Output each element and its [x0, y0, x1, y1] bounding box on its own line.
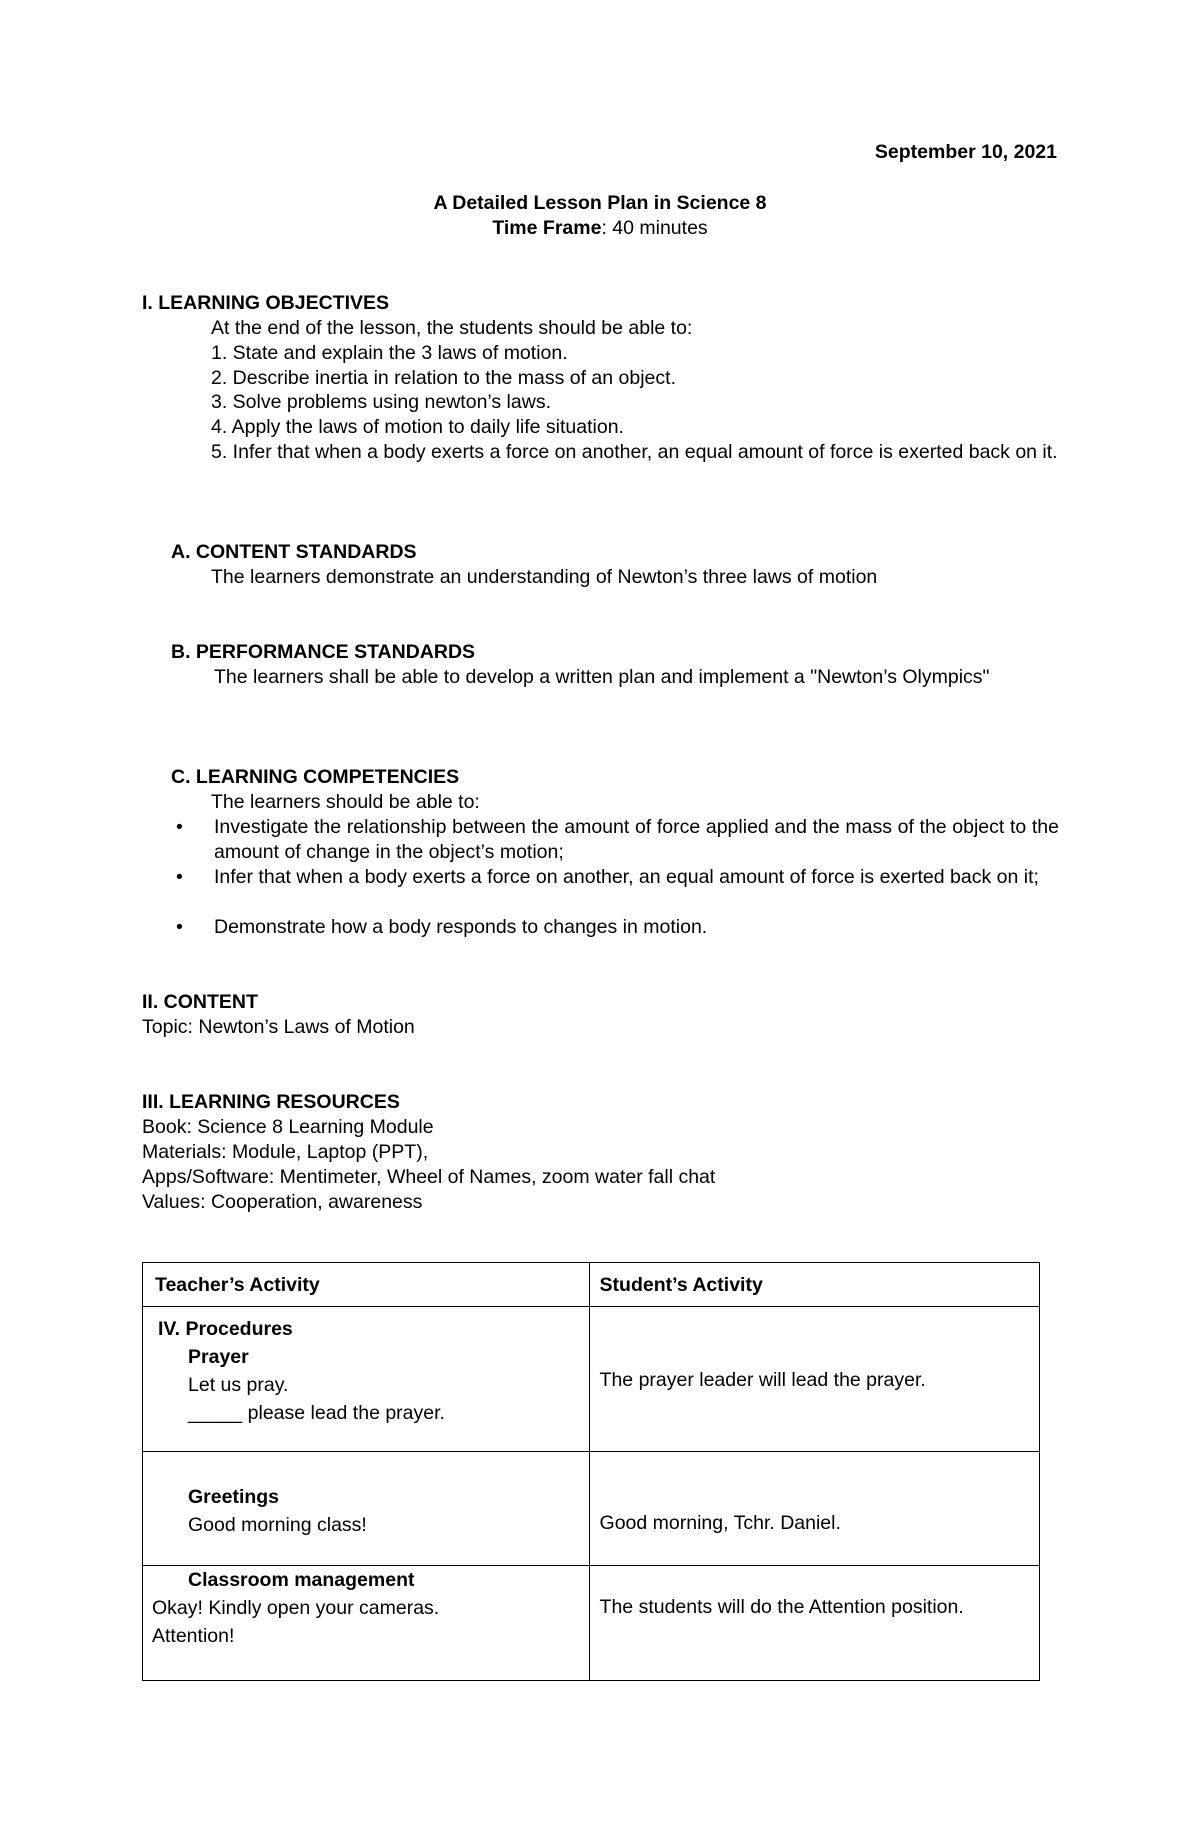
- competency-item: Investigate the relationship between the amount of force applied and the mass of the object to the amount of change in the object’s motion;: [214, 816, 1059, 863]
- content-heading: II. CONTENT: [142, 991, 258, 1013]
- teacher-cell: [143, 1452, 590, 1566]
- student-cell: [589, 1452, 1039, 1566]
- prayer-line: _____ please lead the prayer.: [188, 1402, 445, 1424]
- content-standards-text: The learners demonstrate an understanding of Newton’s three laws of motion: [211, 566, 878, 588]
- time-frame: [0, 216, 1200, 241]
- greetings-student-response: Good morning, Tchr. Daniel.: [599, 1512, 841, 1534]
- prayer-label: Prayer: [188, 1346, 249, 1368]
- teacher-activity-header: Teacher’s Activity: [155, 1274, 320, 1296]
- lesson-date: September 10, 2021: [874, 141, 1057, 163]
- table-header-cell: [143, 1263, 590, 1307]
- teacher-cell: [143, 1307, 590, 1452]
- bullet-icon: •: [176, 916, 183, 938]
- greetings-line: Good morning class!: [188, 1514, 367, 1536]
- objective-item: 2. Describe inertia in relation to the mass of an object.: [211, 367, 676, 389]
- objective-item: 5. Infer that when a body exerts a force on another, an equal amount of force is exerted back on it.: [211, 441, 1058, 463]
- student-activity-header: Student’s Activity: [599, 1274, 763, 1296]
- prayer-line: Let us pray.: [188, 1374, 289, 1396]
- competency-item: Demonstrate how a body responds to changes in motion.: [214, 916, 708, 938]
- content-standards-heading: A. CONTENT STANDARDS: [171, 541, 417, 563]
- table-row: [143, 1307, 1040, 1452]
- resource-line: Values: Cooperation, awareness: [142, 1191, 423, 1213]
- student-cell: [589, 1566, 1039, 1681]
- document-title: A Detailed Lesson Plan in Science 8: [433, 192, 767, 214]
- competencies-intro: The learners should be able to:: [211, 791, 480, 813]
- objective-item: 1. State and explain the 3 laws of motion.: [211, 342, 568, 364]
- prayer-student-response: The prayer leader will lead the prayer.: [599, 1369, 926, 1391]
- greetings-label: Greetings: [188, 1486, 280, 1508]
- performance-standards-heading: B. PERFORMANCE STANDARDS: [171, 641, 476, 663]
- activity-table: [142, 1262, 1040, 1681]
- content-topic: Topic: Newton’s Laws of Motion: [142, 1016, 415, 1038]
- management-line: Okay! Kindly open your cameras.: [152, 1597, 440, 1619]
- competency-item: Infer that when a body exerts a force on another, an equal amount of force is exerted back on it;: [214, 866, 1039, 888]
- management-student-response: The students will do the Attention position.: [599, 1596, 964, 1618]
- objective-item: 3. Solve problems using newton’s laws.: [211, 391, 551, 413]
- table-row: [143, 1566, 1040, 1681]
- table-row: [143, 1452, 1040, 1566]
- time-frame-label: Time Frame: [492, 217, 602, 239]
- resources-heading: III. LEARNING RESOURCES: [142, 1091, 400, 1113]
- time-frame-value: : 40 minutes: [601, 217, 708, 239]
- performance-standards-text: The learners shall be able to develop a written plan and implement a "Newton’s Olympics": [214, 666, 990, 688]
- bullet-icon: •: [176, 816, 183, 838]
- table-header-row: [143, 1263, 1040, 1307]
- teacher-cell: [143, 1566, 590, 1681]
- objectives-heading: I. LEARNING OBJECTIVES: [142, 292, 390, 314]
- management-label: Classroom management: [188, 1569, 415, 1591]
- table-header-cell: [589, 1263, 1039, 1307]
- bullet-icon: •: [176, 866, 183, 888]
- procedures-heading: IV. Procedures: [158, 1318, 293, 1340]
- competencies-heading: C. LEARNING COMPETENCIES: [171, 766, 460, 788]
- resource-line: Book: Science 8 Learning Module: [142, 1116, 434, 1138]
- student-cell: [589, 1307, 1039, 1452]
- objective-item: 4. Apply the laws of motion to daily life situation.: [211, 416, 624, 438]
- objectives-intro: At the end of the lesson, the students should be able to:: [211, 317, 693, 339]
- resource-line: Apps/Software: Mentimeter, Wheel of Names, zoom water fall chat: [142, 1166, 716, 1188]
- resource-line: Materials: Module, Laptop (PPT),: [142, 1141, 429, 1163]
- management-line: Attention!: [152, 1625, 235, 1647]
